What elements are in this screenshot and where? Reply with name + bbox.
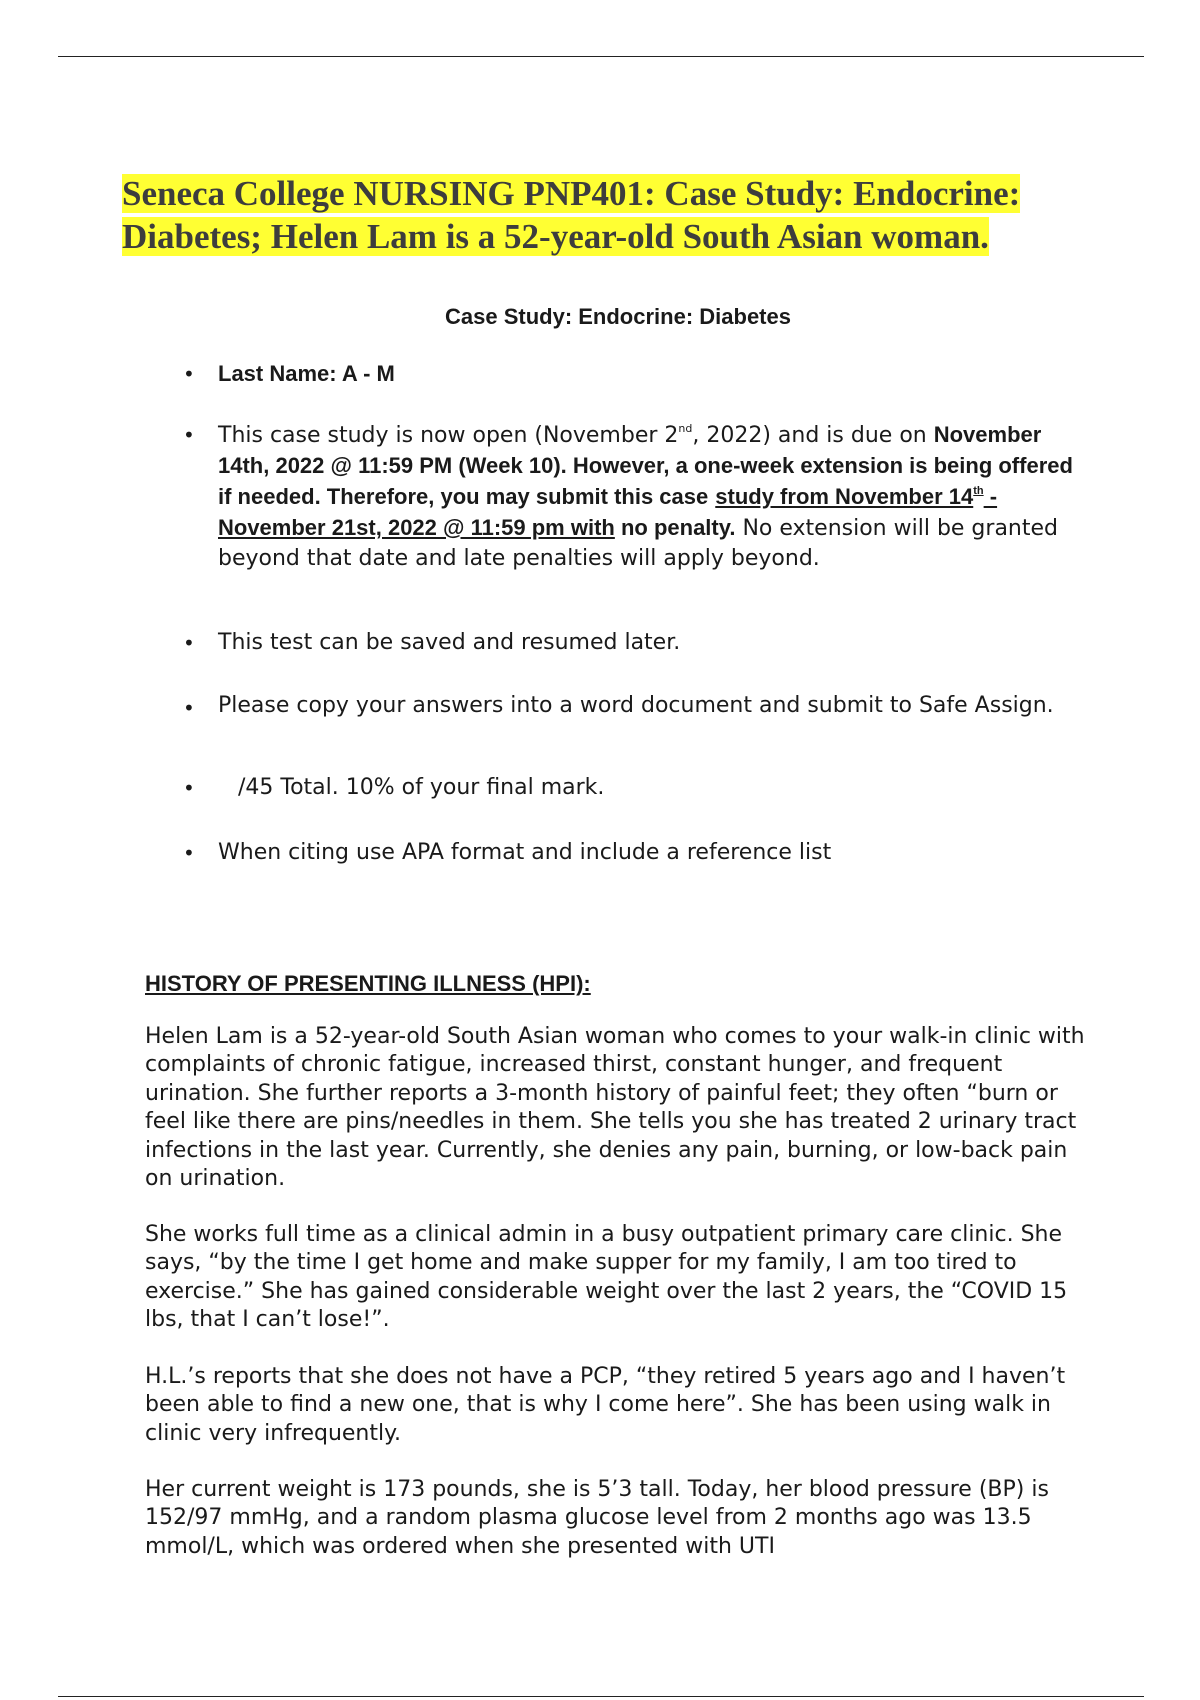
bullet-saved: This test can be saved and resumed later.	[218, 630, 681, 655]
bullet-marker: •	[183, 696, 195, 720]
main-title-line1: Seneca College NURSING PNP401: Case Study: Endocrine:	[122, 174, 1021, 213]
open-text-bold1: November 14th, 2022 @ 11:59 PM (Week 10). However, a one-week extension is being offered if needed. Therefore, you may submit this case	[218, 422, 1073, 509]
open-text-rest: No extension will be granted beyond that date and late penalties will apply beyond.	[218, 516, 1058, 571]
bullet-marker: •	[183, 631, 195, 655]
bottom-rule	[58, 1696, 1144, 1697]
bullet-last-name: Last Name: A - M	[218, 361, 395, 386]
open-text-sup2: th	[973, 485, 984, 497]
main-title	[122, 172, 1122, 258]
bullet-citing: When citing use APA format and include a reference list	[218, 840, 832, 865]
open-text-part1: This case study is now open (November 2	[218, 423, 679, 448]
bullet-copy: Please copy your answers into a word document and submit to Safe Assign.	[218, 693, 1054, 718]
subtitle: Case Study: Endocrine: Diabetes	[445, 304, 791, 329]
bullet-marker: •	[183, 423, 195, 447]
open-text-bold2: no penalty.	[614, 515, 736, 540]
top-rule	[58, 56, 1144, 57]
open-text-underline-part2: - November 21st, 2022 @ 11:59 pm with	[218, 484, 998, 540]
hpi-paragraph-4: Her current weight is 173 pounds, she is 5’3 tall. Today, her blood pressure (BP) is 152/97 mmHg, and a random plasma glucose level from 2 months ago was 13.5 mmol/L, which was ordered when she presented with UTI	[145, 1477, 1049, 1559]
main-title-line2: Diabetes; Helen Lam is a 52-year-old South Asian woman.	[122, 217, 989, 256]
bullet-total: /45 Total. 10% of your final mark.	[238, 775, 605, 800]
open-text-underline-part1: study from November 14	[715, 484, 974, 509]
hpi-heading: HISTORY OF PRESENTING ILLNESS (HPI):	[145, 971, 591, 996]
hpi-paragraph-1: Helen Lam is a 52-year-old South Asian woman who comes to your walk-in clinic with complaints of chronic fatigue, increased thirst, constant hunger, and frequent urination. She further reports a 3-month history of painful feet; they often “burn or feel like there are pins/needles in them. She tells you she has treated 2 urinary tract infections in the last year. Currently, she denies any pain, burning, or low-back pain on urination.	[145, 1024, 1085, 1192]
hpi-paragraph-2: She works full time as a clinical admin in a busy outpatient primary care clinic. She says, “by the time I get home and make supper for my family, I am too tired to exercise.” She has gained considerable weight over the last 2 years, the “COVID 15 lbs, that I can’t lose!”.	[145, 1222, 1068, 1333]
open-text-sup1: nd	[678, 422, 693, 435]
open-text-part2: , 2022) and is due on	[692, 423, 927, 448]
bullet-marker: •	[183, 776, 195, 800]
bullet-open-dates	[218, 420, 1078, 574]
hpi-paragraph-3: H.L.’s reports that she does not have a PCP, “they retired 5 years ago and I haven’t been able to find a new one, that is why I come here”. She has been using walk in clinic very infrequently.	[145, 1364, 1066, 1446]
bullet-marker: •	[183, 841, 195, 865]
bullet-marker: •	[183, 362, 195, 386]
